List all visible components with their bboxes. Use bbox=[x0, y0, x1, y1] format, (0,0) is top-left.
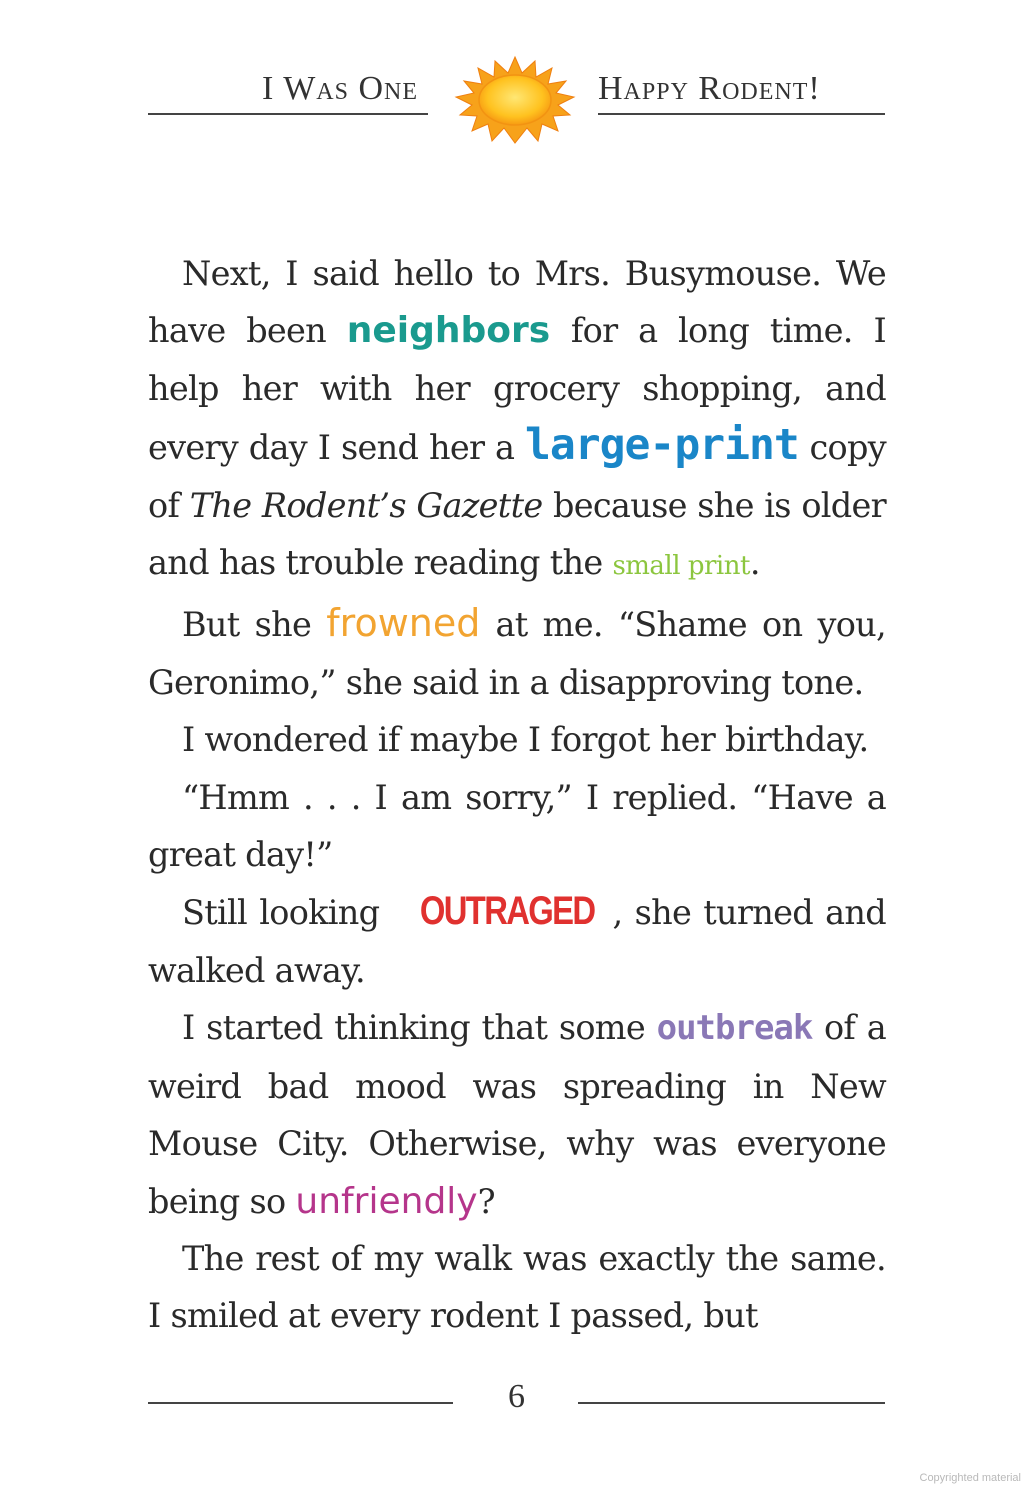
paragraph: I wondered if maybe I forgot her birthday. bbox=[182, 720, 869, 760]
sun-icon bbox=[452, 55, 578, 145]
styled-word-unfriendly: unfriendly bbox=[295, 1180, 478, 1222]
header-rule-left bbox=[148, 113, 428, 115]
styled-word-outbreak: outbreak bbox=[656, 1008, 813, 1049]
styled-word-frowned: frowned bbox=[326, 601, 481, 646]
copyright-watermark: Copyrighted material bbox=[919, 1472, 1021, 1484]
styled-word-outraged: OUTRAGED bbox=[419, 889, 595, 934]
paragraph: Next, I said hello to Mrs. Busymouse. We have been neighbors for a long time. I help her with her grocery shopping, and every day I send her a large-print copy of The Rodent’s Gazette because she is older and has trouble reading the small print. bbox=[148, 254, 886, 583]
header-rule-right bbox=[598, 113, 885, 115]
running-header-left: I Was One bbox=[262, 70, 419, 107]
footer-rule-right bbox=[578, 1402, 885, 1404]
paragraph: But she frowned at me. “Shame on you, Geronimo,” she said in a disapproving tone. bbox=[148, 601, 886, 702]
styled-word-small-print: small print bbox=[612, 551, 750, 582]
paragraph: Still looking OUTRAGED , she turned and walked away. bbox=[148, 883, 886, 999]
page-number: 6 bbox=[508, 1378, 525, 1415]
styled-word-neighbors: neighbors bbox=[346, 310, 551, 352]
paragraph: The rest of my walk was exactly the same. I smiled at every rodent I passed, but bbox=[148, 1238, 886, 1336]
paragraph: I started thinking that some outbreak of a weird bad mood was spreading in New Mouse City. Otherwise, why was everyone being so unfriendly? bbox=[148, 1008, 886, 1222]
styled-word-large-print: large-print bbox=[524, 420, 799, 471]
newspaper-title: The Rodent’s Gazette bbox=[189, 485, 543, 525]
running-header-right: Happy Rodent! bbox=[598, 70, 821, 107]
paragraph: “Hmm . . . I am sorry,” I replied. “Have a great day!” bbox=[148, 777, 886, 875]
story-body bbox=[148, 245, 886, 1345]
